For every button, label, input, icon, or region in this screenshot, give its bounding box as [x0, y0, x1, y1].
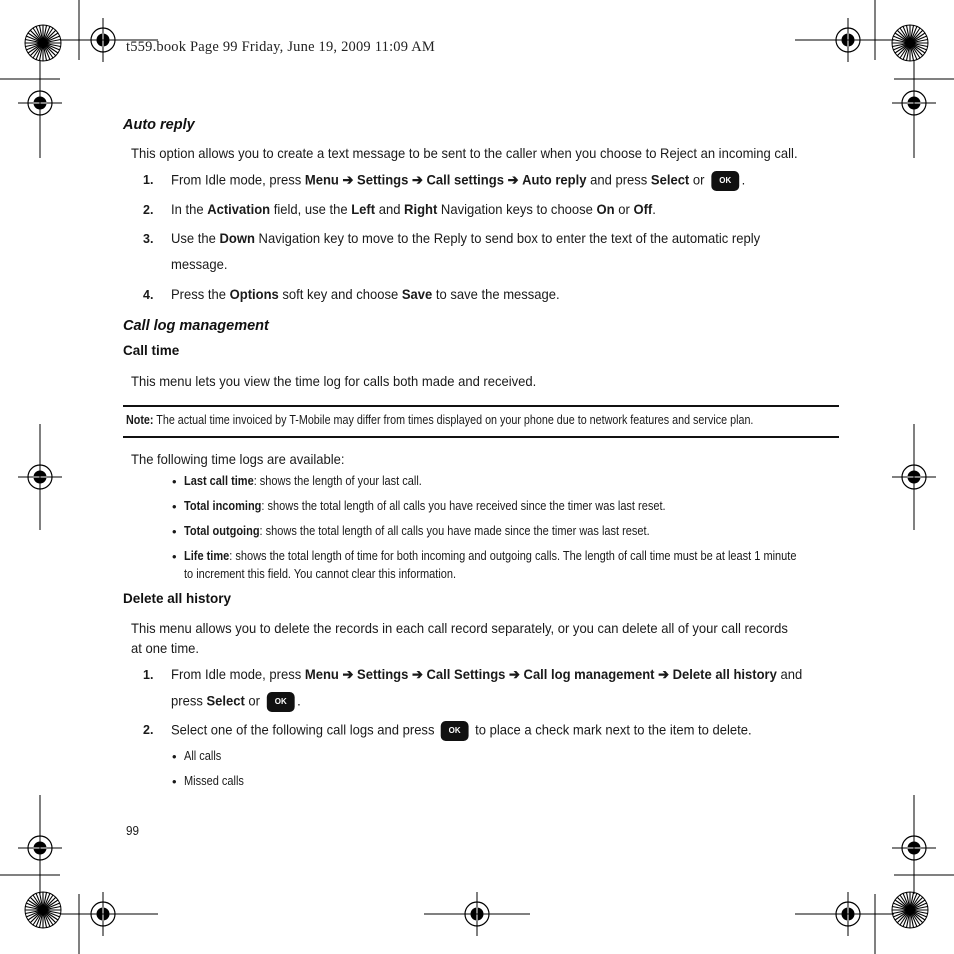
- ok-key-icon: OK: [266, 692, 294, 712]
- list-item-last-call-time: Last call time: shows the length of your last call.: [184, 474, 422, 488]
- bullet-icon: •: [172, 549, 177, 564]
- delete-all-intro: This menu allows you to delete the records in each call record separately, or you can delete all of your call records: [131, 620, 788, 636]
- list-item-all-calls: All calls: [184, 749, 222, 763]
- section-heading-call-log-management: Call log management: [123, 318, 269, 334]
- auto-reply-step-2: In the Activation field, use the Left and Right Navigation keys to choose On or Off.: [171, 201, 656, 217]
- delete-all-step-1-continued: press Select or OK .: [171, 692, 301, 712]
- delete-all-step-1: From Idle mode, press Menu ➔ Settings ➔ Call Settings ➔ Call log management ➔ Delete all history and: [171, 666, 803, 682]
- book-header: t559.book Page 99 Friday, June 19, 2009 11:09 AM: [126, 39, 435, 55]
- time-logs-intro: The following time logs are available:: [131, 451, 345, 467]
- step-number: 2.: [143, 723, 154, 737]
- delete-all-intro-continued: at one time.: [131, 640, 200, 656]
- bullet-icon: •: [172, 474, 177, 489]
- auto-reply-step-3: Use the Down Navigation key to move to the Reply to send box to enter the text of the automatic reply: [171, 230, 761, 246]
- step-number: 3.: [143, 232, 154, 246]
- list-item-total-outgoing: Total outgoing: shows the total length of all calls you have made since the timer was last reset.: [184, 524, 650, 538]
- list-item-missed-calls: Missed calls: [184, 774, 244, 788]
- section-heading-auto-reply: Auto reply: [123, 117, 195, 133]
- bullet-icon: •: [172, 774, 177, 789]
- auto-reply-intro: This option allows you to create a text message to be sent to the caller when you choose to Reject an incoming call.: [131, 145, 798, 161]
- bullet-icon: •: [172, 499, 177, 514]
- list-item-life-time: Life time: shows the total length of time for both incoming and outgoing calls. The length of call time must be at least 1 minute: [184, 549, 797, 563]
- step-number: 2.: [143, 203, 154, 217]
- ok-key-icon: OK: [441, 721, 469, 741]
- subheading-call-time: Call time: [123, 343, 180, 358]
- ok-key-icon: OK: [711, 171, 739, 191]
- step-number: 1.: [143, 173, 154, 187]
- call-time-intro: This menu lets you view the time log for calls both made and received.: [131, 373, 537, 389]
- page-number: 99: [126, 823, 140, 838]
- auto-reply-step-3-continued: message.: [171, 256, 228, 272]
- list-item-total-incoming: Total incoming: shows the total length of all calls you have received since the timer was last reset.: [184, 499, 666, 513]
- step-number: 1.: [143, 668, 154, 682]
- auto-reply-step-1: From Idle mode, press Menu ➔ Settings ➔ Call settings ➔ Auto reply and press Select or OK .: [171, 171, 745, 191]
- bullet-icon: •: [172, 524, 177, 539]
- delete-all-step-2: Select one of the following call logs and press OK to place a check mark next to the item to delete.: [171, 721, 752, 741]
- note-top-rule: [123, 405, 839, 407]
- step-number: 4.: [143, 288, 154, 302]
- bullet-icon: •: [172, 749, 177, 764]
- subheading-delete-all-history: Delete all history: [123, 591, 232, 606]
- note: Note: The actual time invoiced by T-Mobile may differ from times displayed on your phone due to network features and service plan.: [126, 413, 754, 427]
- auto-reply-step-4: Press the Options soft key and choose Save to save the message.: [171, 286, 560, 302]
- note-bottom-rule: [123, 436, 839, 438]
- list-item-life-time-continued: to increment this field. You cannot clear this information.: [184, 567, 457, 581]
